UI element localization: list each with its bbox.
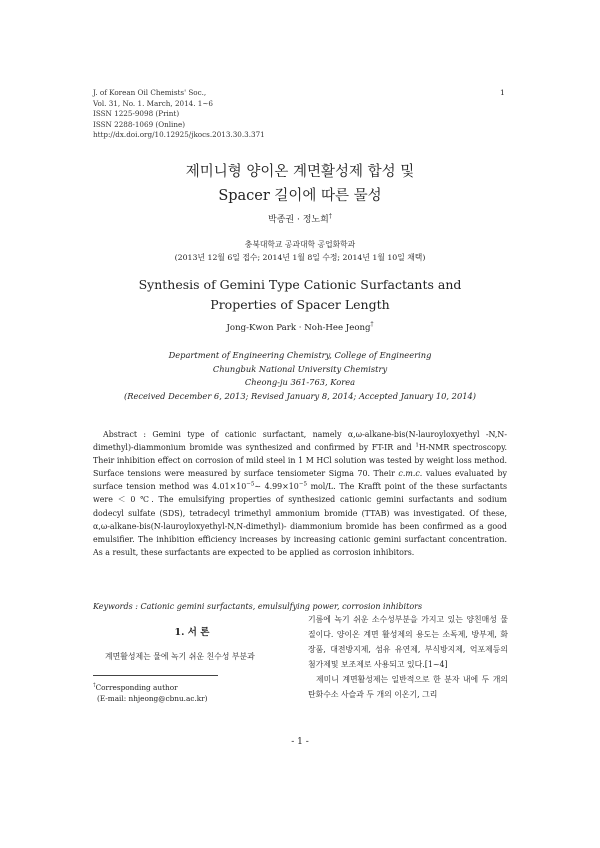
footnote-line1 bbox=[93, 682, 293, 693]
dagger-mark: † bbox=[328, 213, 332, 220]
section-heading: 1. 서 론 bbox=[174, 627, 210, 638]
journal-info bbox=[93, 88, 265, 141]
dagger-mark-en: † bbox=[370, 321, 374, 329]
abstract bbox=[93, 428, 507, 559]
abstract-body: Abstract : Gemini type of cationic surfactant, namely α,ω-alkane-bis(N-lauroyloxyethyl -N,N-dimethyl)-diammonium bromide was synthesized and confirmed by FT-IR and $^1$H-NMR spectroscopy. Their inhibition effect on corrosion of mild steel in 1 M HCl solution was tested by weight loss method. Surface tensions were measured by surface tensiometer Sigma 70. Their c.m.c. values evaluated by surface tension method was $4.01\times 10^{-5}\sim$ $4.99\times 10^{-5}$ mol/L. The Krafft point of the these surfactants were ＜ 0 ℃. The emulsifying properties of synthesized cationic gemini surfactants and sodium dodecyl sulfate (SDS), tetradecyl trimethyl ammonium bromide (TTAB) was investigated. Of these, α,ω-alkane-bis(N-lauroyloxyethyl-N,N-dimethyl)- diammonium bromide has been confirmed as a good emulsifier. The inhibition efficiency increases by increasing cationic gemini surfactant concentration. As a result, these surfactants are expected to be applied as corrosion inhibitors. bbox=[93, 430, 507, 557]
authors-english-names: Jong-Kwon Park · Noh-Hee Jeong bbox=[226, 323, 371, 333]
journal-volume: Vol. 31, No. 1. March, 2014. 1~6 bbox=[93, 98, 213, 108]
title-english-line2: Properties of Spacer Length bbox=[210, 297, 390, 312]
affiliation-korean bbox=[0, 238, 600, 264]
page-number-bottom: - 1 - bbox=[291, 737, 309, 747]
abstract-label: Abstract bbox=[103, 430, 138, 439]
abstract-text-1: Gemini type of cationic surfactant, namely α,ω-alkane-bis(N-lauroyloxyethyl -N,N-dimethyl)-diammonium bromide was synthesized and confirmed by FT-IR and bbox=[93, 430, 507, 453]
journal-name: J. of Korean Oil Chemists' Soc., bbox=[93, 88, 207, 97]
affiliation-english bbox=[0, 349, 600, 403]
title-english bbox=[0, 275, 600, 315]
abstract-text-3: values evaluated by surface tension method was 4.01×10 bbox=[93, 469, 507, 492]
footnote bbox=[93, 682, 293, 704]
affiliation-english-dates: (Received December 6, 2013; Revised January 8, 2014; Accepted January 10, 2014) bbox=[123, 390, 477, 401]
intro-paragraph-1: 기름에 녹기 쉬운 소수성부분을 가지고 있는 양친매성 물질이다. 양이온 계면 활성제의 용도는 소독제, 방부제, 화장품, 대전방지제, 섬유 유연제, 부식방지제, 억포제등의 첨가제및 보조제로 사용되고 있다.[1~4] bbox=[308, 615, 508, 669]
footnote-dagger: † bbox=[93, 682, 96, 689]
title-english-line1: Synthesis of Gemini Type Cationic Surfactants and bbox=[138, 277, 462, 292]
keywords: Keywords : Cationic gemini surfactants, emulsulfying power, corrosion inhibitors bbox=[93, 602, 423, 611]
authors-korean-names: 박종권 · 정노희 bbox=[268, 215, 329, 225]
abstract-exp-1: −5 bbox=[246, 481, 255, 488]
affiliation-korean-dept: 충북대학교 공과대학 공업화학과 bbox=[244, 240, 356, 249]
title-korean-line2: Spacer 길이에 따른 물성 bbox=[218, 188, 382, 204]
affiliation-english-city: Cheong-ju 361-763, Korea bbox=[244, 377, 356, 387]
footnote-author: Corresponding author bbox=[95, 683, 178, 692]
footnote-divider bbox=[93, 675, 218, 676]
abstract-text-2: H-NMR spectroscopy. Their inhibition effect on corrosion of mild steel in 1 M HCl solution was tested by weight loss method. Surface tensions were measured by surface tensiometer Sigma 70. Their bbox=[93, 443, 507, 479]
abstract-text-4: ∼ 4.99×10 bbox=[254, 482, 299, 492]
title-korean bbox=[0, 160, 600, 208]
footnote-email: (E-mail: nhjeong@cbnu.ac.kr) bbox=[97, 694, 208, 703]
intro-left-column: 계면활성제는 물에 녹기 쉬운 친수성 부분과 bbox=[105, 652, 255, 661]
page-number-top: 1 bbox=[500, 88, 505, 97]
affiliation-korean-dates: (2013년 12월 6일 접수; 2014년 1월 8일 수정; 2014년 1월 10일 채택) bbox=[174, 253, 426, 262]
abstract-sup-1: 1 bbox=[415, 442, 419, 449]
keywords-label: Keywords bbox=[93, 602, 133, 611]
affiliation-english-univ: Chungbuk National University Chemistry bbox=[212, 363, 388, 374]
authors-english bbox=[0, 323, 600, 333]
abstract-text-5: mol/L. The Krafft point of the these surfactants were ＜ 0 ℃. The emulsifying properties of synthesized cationic gemini surfactants and sodium dodecyl sulfate (SDS), tetradecyl trimethyl ammonium bromide (TTAB) was investigated. Of these, α,ω-alkane-bis(N-lauroyloxyethyl-N,N-dimethyl)- diammonium bromide has been confirmed as a good emulsifier. The inhibition efficiency increases by increasing cationic gemini surfactant concentration. As a result, these surfactants are expected to be applied as corrosion inhibitors. bbox=[93, 482, 507, 557]
intro-right-column bbox=[308, 612, 508, 702]
abstract-exp-2: −5 bbox=[298, 481, 307, 488]
journal-issn-online: ISSN 2288-1069 (Online) bbox=[93, 119, 186, 129]
keywords-text: Cationic gemini surfactants, emulsulfying power, corrosion inhibitors bbox=[140, 602, 423, 611]
journal-issn-print: ISSN 1225-9098 (Print) bbox=[93, 109, 180, 119]
journal-doi-link[interactable]: http://dx.doi.org/10.12925/jkocs.2013.30.3.371 bbox=[93, 130, 265, 140]
authors-korean bbox=[0, 212, 600, 225]
abstract-cmc: c.m.c. bbox=[398, 469, 423, 479]
title-korean-line1: 제미니형 양이온 계면활성제 합성 및 bbox=[185, 164, 415, 180]
affiliation-english-dept: Department of Engineering Chemistry, College of Engineering bbox=[168, 350, 432, 360]
intro-paragraph-2: 제미니 계면활성제는 일반적으로 한 분자 내에 두 개의 탄화수소 사슬과 두 개의 이온기, 그리 bbox=[308, 675, 508, 699]
